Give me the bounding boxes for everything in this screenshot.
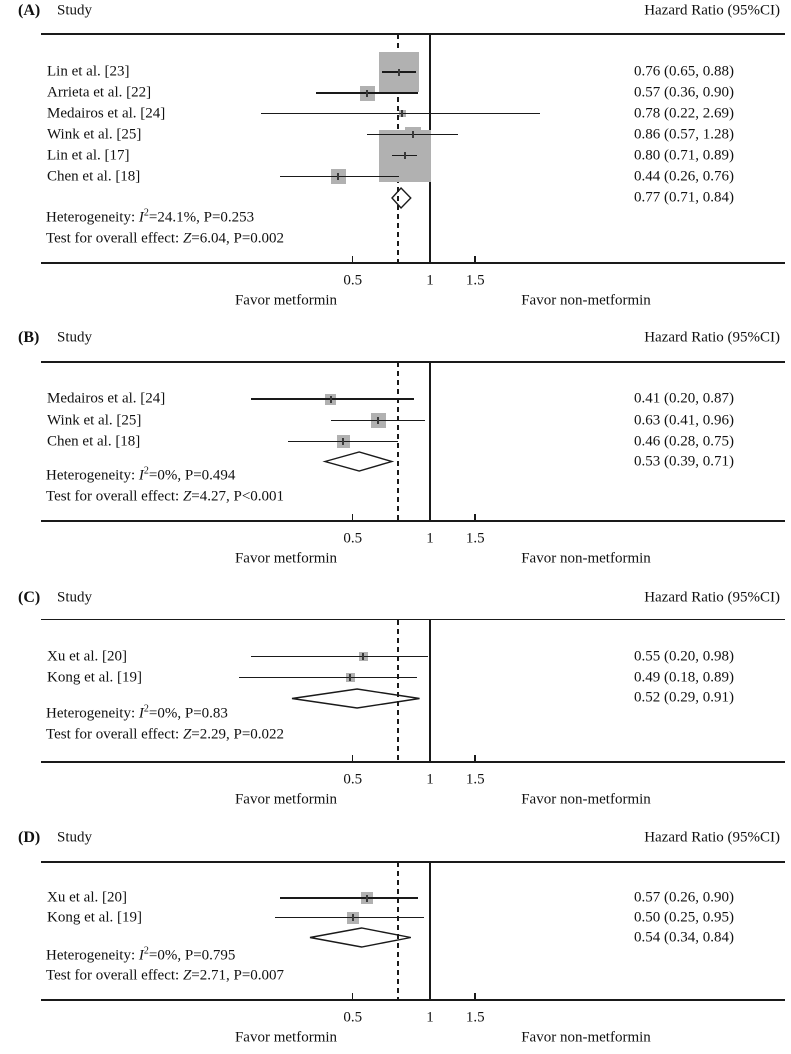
heterogeneity-stat-symbol: I [138,947,144,963]
favor-metformin-label: Favor metformin [234,1029,338,1046]
point-estimate-marker [398,69,400,76]
point-estimate-marker [366,90,368,97]
ci-line [251,656,428,658]
heterogeneity-values: =0%, P=0.795 [148,947,236,963]
study-name: Lin et al. [17] [47,147,130,163]
study-hr-value: 0.44 (0.26, 0.76) [634,168,734,184]
study-name: Medairos et al. [24] [47,390,166,407]
summary-hr-value: 0.53 (0.39, 0.71) [634,453,734,469]
heterogeneity-stat-symbol: I [138,209,144,225]
summary-diamond [308,926,413,949]
heterogeneity-prefix: Heterogeneity: [46,467,139,484]
summary-hr-value: 0.52 (0.29, 0.91) [634,689,734,706]
favor-metformin-label: Favor metformin [234,292,338,309]
ci-line [251,398,415,400]
study-hr-value: 0.57 (0.36, 0.90) [634,84,734,101]
study-name: Medairos et al. [24] [47,105,166,121]
heterogeneity-stat-exponent: 2 [143,945,149,956]
axis-tick-label: 1 [426,1009,434,1025]
panel-letter: (B) [18,329,40,346]
overall-effect-text [46,490,284,505]
axis-tick-label: 1 [426,272,434,288]
axis-tick [474,993,476,1000]
overall-effect-values: =2.29, P=0.022 [191,726,285,743]
point-estimate-marker [337,173,339,180]
column-header-hazard-ratio: Hazard Ratio (95%CI) [644,329,780,346]
axis-tick-label: 1 [426,530,434,546]
heterogeneity-values: =0%, P=0.83 [148,705,228,722]
panel-top-rule [41,361,785,363]
axis-tick [429,755,431,762]
axis-tick [474,755,476,762]
axis-tick-label: 0.5 [343,1009,363,1025]
study-hr-value: 0.57 (0.26, 0.90) [634,889,734,906]
summary-diamond [390,186,413,210]
overall-effect-prefix: Test for overall effect: [46,230,183,246]
summary-diamond [290,687,422,710]
summary-hr-value: 0.54 (0.34, 0.84) [634,929,734,945]
ci-line [239,677,417,679]
axis-tick-label: 0.5 [343,771,363,787]
axis-tick [352,993,354,1000]
overall-effect-values: =4.27, P<0.001 [191,488,285,505]
overall-effect-prefix: Test for overall effect: [46,967,183,984]
axis-tick-label: 1.5 [465,1009,485,1025]
overall-effect-text [46,231,284,246]
axis-tick [352,256,354,263]
point-estimate-marker [404,152,406,159]
point-estimate-marker [412,131,414,138]
null-reference-line [429,362,431,521]
favor-metformin-label: Favor metformin [234,550,338,567]
column-header-study: Study [57,829,93,846]
overall-effect-text [46,969,284,984]
axis-tick [429,993,431,1000]
panel-letter: (C) [18,589,41,606]
heterogeneity-text [46,465,236,484]
study-hr-value: 0.78 (0.22, 2.69) [634,105,734,121]
overall-effect-stat-symbol: Z [182,488,192,505]
column-header-study: Study [57,589,93,606]
panel-top-rule [41,861,785,863]
study-name: Chen et al. [18] [47,168,141,184]
study-hr-value: 0.86 (0.57, 1.28) [634,126,734,142]
point-estimate-marker [349,674,351,681]
study-name: Chen et al. [18] [47,433,141,449]
x-axis-line [41,999,785,1001]
axis-tick [429,514,431,521]
favor-non-metformin-label: Favor non-metformin [521,292,651,309]
column-header-hazard-ratio: Hazard Ratio (95%CI) [644,589,780,606]
summary-diamond [323,450,394,473]
study-name: Kong et al. [19] [47,909,142,925]
point-estimate-marker [330,396,332,403]
overall-effect-stat-symbol: Z [182,967,192,984]
column-header-hazard-ratio: Hazard Ratio (95%CI) [644,829,780,846]
study-name: Arrieta et al. [22] [47,84,152,101]
heterogeneity-text [46,703,228,722]
heterogeneity-stat-exponent: 2 [143,207,149,218]
heterogeneity-stat-exponent: 2 [143,703,149,715]
overall-effect-prefix: Test for overall effect: [46,488,183,505]
favor-metformin-label: Favor metformin [234,791,338,808]
axis-tick [474,514,476,521]
null-reference-line [429,862,431,1000]
study-hr-value: 0.41 (0.20, 0.87) [634,390,734,407]
overall-effect-values: =2.71, P=0.007 [191,967,285,984]
point-estimate-marker [342,438,344,445]
favor-non-metformin-label: Favor non-metformin [521,550,651,567]
study-name: Xu et al. [20] [47,889,127,906]
overall-effect-values: =6.04, P=0.002 [191,230,285,246]
favor-non-metformin-label: Favor non-metformin [521,791,651,808]
study-hr-value: 0.49 (0.18, 0.89) [634,669,734,685]
panel-top-rule [41,619,785,621]
favor-non-metformin-label: Favor non-metformin [521,1029,651,1046]
ci-line [275,917,424,919]
point-estimate-marker [362,653,364,660]
heterogeneity-stat-symbol: I [138,467,144,484]
study-hr-value: 0.55 (0.20, 0.98) [634,648,734,664]
study-name: Kong et al. [19] [47,669,142,685]
x-axis-line [41,262,785,264]
ci-line [280,897,418,899]
study-hr-value: 0.63 (0.41, 0.96) [634,412,734,428]
panel-letter: (D) [18,829,41,846]
point-estimate-marker [401,110,403,117]
x-axis-line [41,761,785,763]
axis-tick-label: 1.5 [465,771,485,787]
overall-effect-text [46,728,284,743]
null-reference-line [429,620,431,763]
panel-letter: (A) [18,2,41,19]
axis-tick-label: 0.5 [343,530,363,546]
study-name: Lin et al. [23] [47,63,130,80]
column-header-study: Study [57,2,93,19]
point-estimate-marker [366,895,368,902]
axis-tick [474,256,476,263]
axis-tick-label: 1.5 [465,272,485,288]
study-hr-value: 0.46 (0.28, 0.75) [634,433,734,449]
study-hr-value: 0.76 (0.65, 0.88) [634,63,734,80]
overall-effect-prefix: Test for overall effect: [46,726,183,743]
column-header-hazard-ratio: Hazard Ratio (95%CI) [644,2,780,19]
study-name: Wink et al. [25] [47,126,142,142]
overall-effect-stat-symbol: Z [182,230,192,246]
study-hr-value: 0.50 (0.25, 0.95) [634,909,734,925]
heterogeneity-prefix: Heterogeneity: [46,705,139,722]
axis-tick-label: 1.5 [465,530,485,546]
heterogeneity-values: =0%, P=0.494 [148,467,236,484]
heterogeneity-prefix: Heterogeneity: [46,947,139,963]
overall-effect-stat-symbol: Z [182,726,192,743]
summary-hr-value: 0.77 (0.71, 0.84) [634,189,734,205]
x-axis-line [41,520,785,522]
axis-tick-label: 0.5 [343,272,363,288]
axis-tick [352,755,354,762]
axis-tick-label: 1 [426,771,434,787]
heterogeneity-text [46,945,236,963]
heterogeneity-stat-exponent: 2 [143,465,149,477]
heterogeneity-stat-symbol: I [138,705,144,722]
point-estimate-marker [352,914,354,921]
heterogeneity-prefix: Heterogeneity: [46,209,139,225]
axis-tick [429,256,431,263]
column-header-study: Study [57,329,93,346]
heterogeneity-text [46,207,255,225]
point-estimate-marker [377,417,379,424]
heterogeneity-values: =24.1%, P=0.253 [148,209,255,225]
study-hr-value: 0.80 (0.71, 0.89) [634,147,734,163]
axis-tick [352,514,354,521]
study-name: Wink et al. [25] [47,412,142,428]
ci-line [280,176,400,178]
panel-top-rule [41,33,785,35]
study-name: Xu et al. [20] [47,648,127,664]
